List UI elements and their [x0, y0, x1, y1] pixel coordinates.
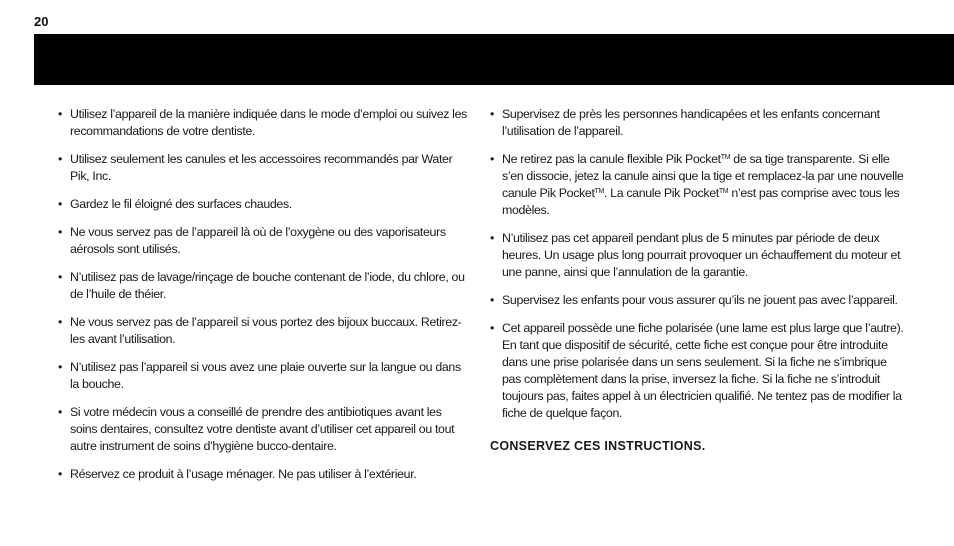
list-item — [58, 466, 468, 483]
list-item — [490, 106, 905, 140]
bullet: • — [490, 231, 494, 245]
list-item — [58, 224, 468, 258]
item-text: Supervisez les enfants pour vous assurer qu’ils ne jouent pas avec l’appareil. — [502, 293, 898, 307]
list-item — [58, 151, 468, 185]
bullet: • — [58, 315, 62, 329]
list-item — [490, 230, 905, 281]
text-part: de sa tige transparente. Si elle s’en dissocie, jetez la canule ainsi que la tige et remplacez-la par une nouvelle canule Pik Pocket — [502, 152, 904, 200]
item-text: Gardez le fil éloigné des surfaces chaudes. — [70, 197, 292, 211]
item-text: Réservez ce produit à l’usage ménager. Ne pas utiliser à l’extérieur. — [70, 467, 417, 481]
list-item — [58, 314, 468, 348]
item-text — [502, 152, 903, 217]
bullet: • — [490, 107, 494, 121]
list-item — [58, 404, 468, 455]
trademark-mark: TM — [720, 154, 731, 161]
bullet: • — [490, 321, 494, 335]
list-item — [490, 292, 905, 309]
bullet: • — [58, 152, 62, 166]
item-text: N’utilisez pas cet appareil pendant plus de 5 minutes par période de deux heures. Un usage plus long pourrait provoquer un échauffement du moteur et une panne, ainsi que l’annulation de la garantie. — [502, 231, 901, 279]
list-item — [58, 269, 468, 303]
item-text: Supervisez de près les personnes handicapées et les enfants concernant l’utilisation de l’appareil. — [502, 107, 880, 138]
text-part: Ne retirez pas la canule flexible Pik Pocket — [502, 152, 721, 166]
item-text: Utilisez l’appareil de la manière indiquée dans le mode d’emploi ou suivez les recommandations de votre dentiste. — [70, 107, 467, 138]
list-item — [58, 196, 468, 213]
list-item — [58, 106, 468, 140]
text-part: . La canule Pik Pocket — [603, 186, 719, 200]
bullet: • — [58, 197, 62, 211]
item-text: Ne vous servez pas de l’appareil là où de l’oxygène ou des vaporisateurs aérosols sont utilisés. — [70, 225, 446, 256]
bullet: • — [58, 107, 62, 121]
item-text: Ne vous servez pas de l’appareil si vous portez des bijoux buccaux. Retirez-les avant l’utilisation. — [70, 315, 462, 346]
bullet: • — [58, 405, 62, 419]
item-text: N’utilisez pas de lavage/rinçage de bouche contenant de l’iode, du chlore, ou de l’huile de théier. — [70, 270, 465, 301]
bullet: • — [58, 270, 62, 284]
bullet: • — [58, 467, 62, 481]
right-column — [490, 106, 905, 455]
item-text: N’utilisez pas l’appareil si vous avez une plaie ouverte sur la langue ou dans la bouche. — [70, 360, 461, 391]
list-item — [490, 320, 905, 422]
item-text: Si votre médecin vous a conseillé de prendre des antibiotiques avant les soins dentaires, consultez votre dentiste avant d’utiliser cet appareil ou tout autre instrument de soins d’hygiène bucco-dentaire. — [70, 405, 455, 453]
trademark-mark: TM — [594, 188, 604, 195]
trademark-mark: TM — [718, 188, 729, 195]
bullet: • — [58, 360, 62, 374]
bullet: • — [58, 225, 62, 239]
list-item — [58, 359, 468, 393]
list-item — [490, 151, 905, 219]
item-text: Cet appareil possède une fiche polarisée (une lame est plus large que l’autre). En tant que dispositif de sécurité, cette fiche est conçue pour être introduite dans une prise polarisée dans un sens seulement. Si la fiche ne s’imbrique pas complètement dans la prise, inversez la fiche. Si la fiche ne s’introduit toujours pas, faites appel à un électricien qualifié. Ne tentez pas de modifier la fiche de quelque façon. — [502, 321, 904, 420]
closing-heading: CONSERVEZ CES INSTRUCTIONS. — [490, 439, 706, 453]
bullet: • — [490, 293, 494, 307]
page-number: 20 — [34, 14, 49, 29]
left-column — [58, 106, 468, 494]
text-part: n’est pas comprise avec tous les modèles. — [502, 186, 900, 217]
item-text: Utilisez seulement les canules et les accessoires recommandés par Water Pik, Inc. — [70, 152, 453, 183]
header-banner — [34, 34, 954, 85]
bullet: • — [490, 152, 494, 166]
